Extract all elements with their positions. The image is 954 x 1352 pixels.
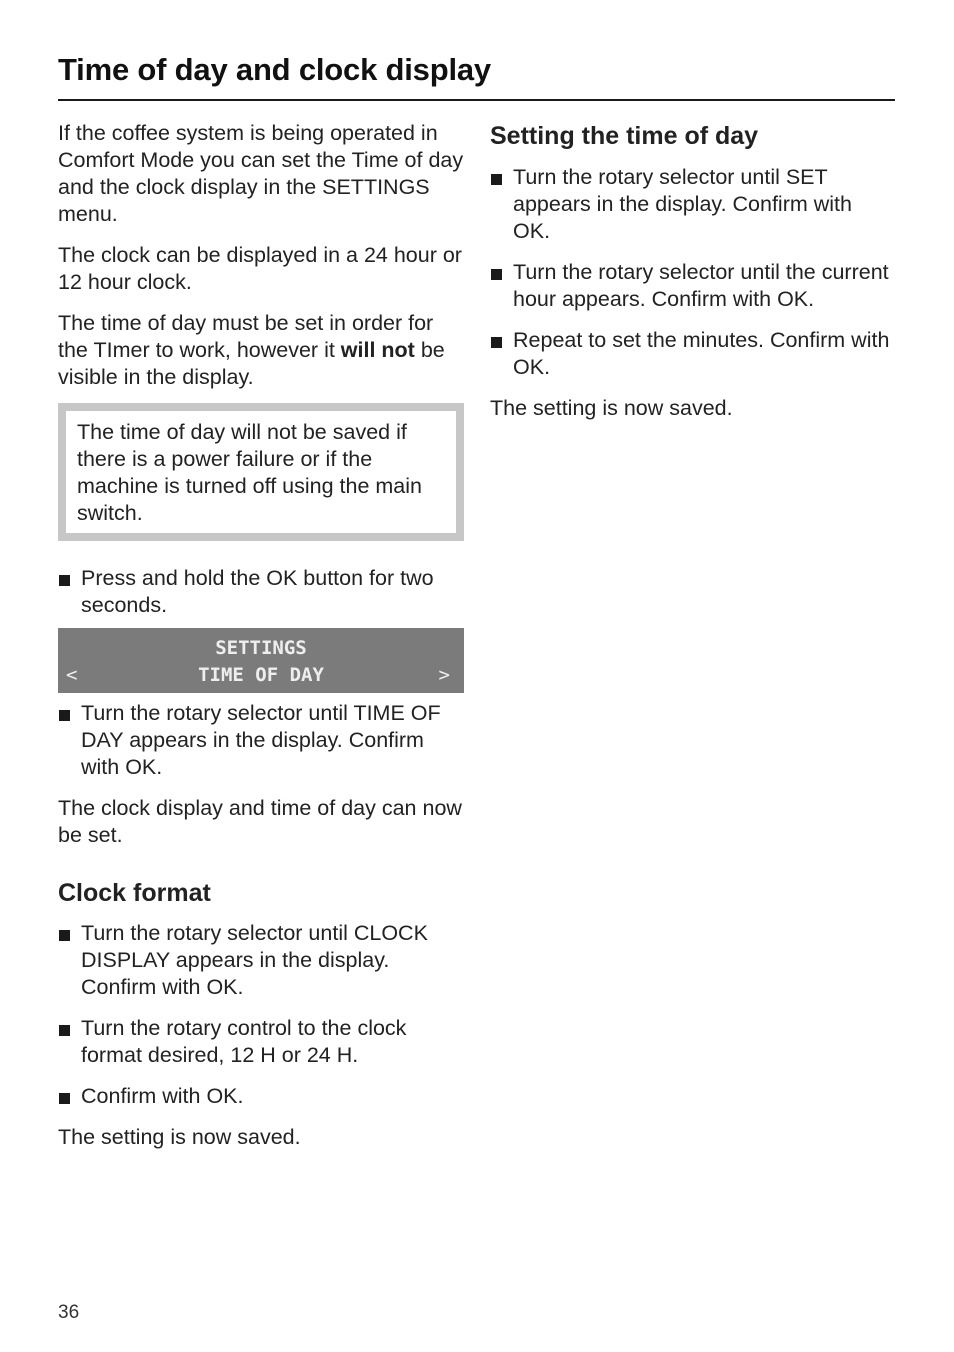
step-text: Confirm with OK. bbox=[81, 1084, 244, 1108]
step-text: Turn the rotary control to the clock format desired, 12 H or 24 H. bbox=[81, 1016, 407, 1067]
intro-paragraph: If the coffee system is being operated in Comfort Mode you can set the Time of day and the clock display in the SETTINGS menu. bbox=[58, 121, 464, 226]
step-text: Repeat to set the minutes. Confirm with OK. bbox=[513, 328, 890, 379]
step-press-hold bbox=[58, 565, 464, 619]
setting-time-heading: Setting the time of day bbox=[490, 122, 759, 150]
bullet-square-icon bbox=[491, 174, 502, 185]
display-screen bbox=[58, 628, 464, 693]
time-step-3 bbox=[490, 327, 890, 381]
step-time-of-day bbox=[58, 700, 464, 781]
page-number: 36 bbox=[58, 1302, 80, 1323]
right-column bbox=[490, 121, 890, 422]
bullet-square-icon bbox=[59, 710, 70, 721]
left-column bbox=[58, 120, 464, 1151]
display-line-settings: SETTINGS bbox=[215, 637, 307, 659]
bullet-square-icon bbox=[491, 337, 502, 348]
display-left-arrow-icon: < bbox=[66, 664, 78, 686]
bullet-square-icon bbox=[59, 1025, 70, 1036]
clock-format-heading: Clock format bbox=[58, 879, 211, 907]
after-select-paragraph: The clock display and time of day can now be set. bbox=[58, 796, 462, 847]
display-right-arrow-icon: > bbox=[438, 664, 450, 686]
clock-format-step-2 bbox=[58, 1015, 464, 1069]
time-saved: The setting is now saved. bbox=[490, 396, 733, 420]
title-rule bbox=[58, 99, 895, 101]
step-text: Turn the rotary selector until CLOCK DISPLAY appears in the display. Confirm with OK. bbox=[81, 921, 428, 999]
step-text: Turn the rotary selector until TIME OF DAY appears in the display. Confirm with OK. bbox=[81, 701, 441, 779]
bullet-square-icon bbox=[59, 1093, 70, 1104]
timer-info-end: be visible in the display. bbox=[58, 338, 445, 389]
clock-format-step-1 bbox=[58, 920, 464, 1001]
time-step-1 bbox=[490, 164, 890, 245]
display-line-time-of-day: TIME OF DAY bbox=[198, 664, 324, 686]
note-box bbox=[58, 403, 464, 541]
clock-info-paragraph: The clock can be displayed in a 24 hour or 12 hour clock. bbox=[58, 243, 462, 294]
timer-info-paragraph bbox=[58, 310, 464, 391]
timer-info-start: The time of day must be set in order for the TImer to work, however it bbox=[58, 311, 434, 362]
clock-format-saved: The setting is now saved. bbox=[58, 1125, 301, 1149]
timer-info-bold: will not bbox=[340, 338, 415, 362]
clock-format-step-3 bbox=[58, 1083, 464, 1110]
bullet-square-icon bbox=[491, 269, 502, 280]
step-text: Turn the rotary selector until the current hour appears. Confirm with OK. bbox=[513, 260, 889, 311]
step-text: Press and hold the OK button for two seconds. bbox=[81, 566, 434, 617]
bullet-square-icon bbox=[59, 930, 70, 941]
time-step-2 bbox=[490, 259, 890, 313]
bullet-square-icon bbox=[59, 575, 70, 586]
page-title: Time of day and clock display bbox=[58, 52, 491, 87]
step-text: Turn the rotary selector until SET appears in the display. Confirm with OK. bbox=[513, 165, 852, 243]
note-text: The time of day will not be saved if there is a power failure or if the machine is turned off using the main switch. bbox=[77, 420, 422, 525]
